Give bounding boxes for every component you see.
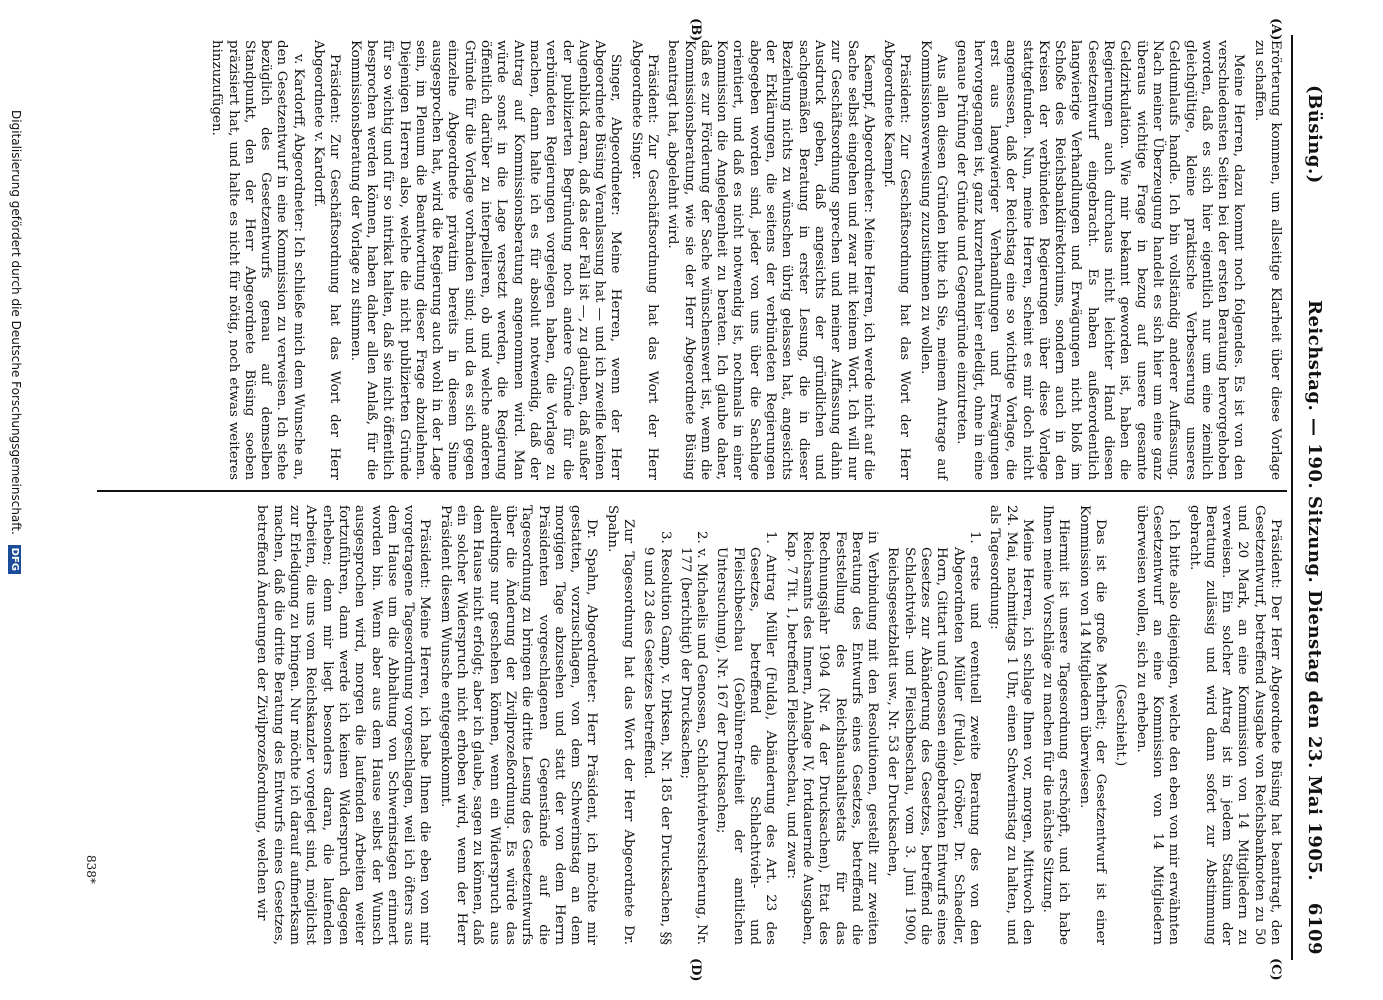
- paragraph: Erörterung kommen, um allseitige Klarheit über diese Vorlage zu schaffen.: [1251, 40, 1283, 480]
- signature-mark: 838*: [84, 855, 98, 884]
- paragraph: Zur Tagesordnung hat das Wort der Herr Abgeordnete Dr. Spahn.: [604, 505, 637, 945]
- paragraph: (Geschieht.): [1113, 683, 1129, 767]
- paragraph: Aus allen diesen Gründen bitte ich Sie, meinem Antrage auf Kommissionsverweisung zuzustimmen zu wollen.: [917, 40, 950, 480]
- paragraph: Hiermit ist unsere Tagesordnung erschöpft, und ich habe Ihnen meine Vorschläge zu machen für die nächste Sitzung.: [1040, 505, 1072, 945]
- digitization-credit: [8, 110, 23, 574]
- paragraph: Präsident: Zur Geschäftsordnung hat das Wort der Herr Abgeordnete Singer.: [628, 40, 661, 480]
- right-column: [249, 505, 1283, 945]
- agenda-item: 1. erste und eventuell zweite Beratung des von den Abgeordneten Müller (Fulda), Gröber, Dr. Schaedler, Horn, Gittart und Genossen eingebrachten Entwurfs eines Gesetzes zur Abänderung des Gesetzes, betreffend die Schlachtvieh- und Fleischbeschau, vom 3. Juni 1900, Reichsgesetzblatt usw., Nr. 53 der Drucksachen,: [885, 531, 982, 945]
- paragraph: Kaempf, Abgeordneter: Meine Herren, ich werde nicht auf die Sache selbst eingehen und zwar mit keinem Wort. Ich will nur zur Geschäftsordnung sprechen und meiner Auffassung dahin Ausdruck geben, daß angesichts der gründlichen und sachgemäßen Beratung in erster Lesung, die in dieser Beziehung nichts zu wünschen übrig gelassen hat, angesichts der Erklärungen, die seitens der verbündeten Regierungen abgegeben worden sind, jeder von uns über die Sachlage orientiert, und daß es nicht notwendig ist, nochmals in einer Kommission die Angelegenheit zu beraten. Ich glaube daher, daß es zur Förderung der Sache wünschenswert ist, wenn die Kommissionsberatung, wie sie der Herr Abgeordnete Büsing beantragt hat, abgelehnt wird.: [665, 40, 876, 480]
- margin-mark-a: (A): [1268, 18, 1283, 41]
- header-title: Reichstag. — 190. Sitzung. Dienstag den 23. Mai 1905.: [1304, 300, 1325, 882]
- paragraph: Singer, Abgeordneter: Meine Herren, wenn der Herr Abgeordnete Büsing Veranlassung hat — und ich zweifle keinen Augenblick daran, daß das der Fall ist —, zu glauben, daß außer der publizierten Begründung noch andere Gründe für die verbündeten Regierungen vorgelegen haben, die Vorlage zu machen, dann halte ich es für absolut notwendig, daß der Antrag auf Kommissionsberatung angenommen wird. Man würde sonst in die Lage versetzt werden, die Regierung öffentlich darüber zu interpellieren, ob und welche anderen Gründe für die Vorlage vorhanden sind; und da es sich gegen einzelne Abgeordnete privatim bereits in diesem Sinne ausgesprochen hat, wird die Regierung auch wohl in der Lage sein, im Plenum die Beantwortung dieser Frage abzulehnen. Diejenigen Herren also, welche die nicht publizierten Gründe für so wichtig und für so intrikat halten, daß sie nicht öffentlich besprochen werden können, haben daher allen Anlaß, für die Kommissionsberatung der Vorlage zu stimmen.: [347, 40, 624, 480]
- column-divider: [97, 490, 1287, 492]
- agenda-subitem: 2. v. Michaelis und Genossen, Schlachtviehversicherung, Nr. 177 (berichtigt) der Drucksachen;: [677, 531, 710, 945]
- paragraph: Präsident: Meine Herren, ich habe Ihnen die eben von mir vorgetragene Tagesordnung vorgeschlagen, weil ich öfters aus dem Hause um die Abhaltung von Schwerinstagen erinnert worden bin. Wenn aber aus dem Hause selbst der Wunsch ausgesprochen wird, morgen die laufenden Arbeiten weiter fortzuführen, dann werde ich keinen Widerspruch dagegen erheben; denn mir liegt besonders daran, die laufenden Arbeiten, die uns vom Reichskanzler vorgelegt sind, möglichst zur Erledigung zu bringen. Nur möchte ich darauf aufmerksam machen, daß die dritte Beratung des Entwurfs eines Gesetzes, betreffend Änderungen der Zivilprozeßordnung, welchen wir: [254, 505, 433, 945]
- paragraph: Dr. Spahn, Abgeordneter: Herr Präsident, ich möchte mir gestatten, vorzuschlagen, von dem Schwerinstag an dem morgigen Tage abzusehen und statt der von dem Herrn Präsidenten vorgeschlagenen Gegenstände auf die Tagesordnung zu bringen die dritte Lesung des Gesetzentwurfs über die Änderung der Zivilprozeßordnung. Es würde das allerdings nur geschehen können, wenn ein Widerspruch aus dem Hause nicht erfolgt; aber ich glaube, sagen zu können, daß ein solcher Widerspruch nicht erhoben wird, wenn der Herr Präsident diesem Wunsche entgegenkommt.: [437, 505, 600, 945]
- paragraph: Meine Herren, dazu kommt noch folgendes. Es ist von den verschiedensten Seiten bei der ersten Beratung hervorgehoben worden, daß es sich hier eigentlich nur um eine ziemlich gleichgültige, kleine praktische Verbesserung unseres Geldumlaufs handle. Ich bin vollständig anderer Auffassung. Nach meiner Überzeugung handelt es sich hier um eine ganz überaus wichtige Frage in bezug auf unsere gesamte Geldzirkulation. Wie mir bekannt geworden ist, haben die Regierungen auch durchaus nicht leichter Hand diesen Gesetzentwurf eingebracht. Es haben außerordentlich langwierige Verhandlungen und Erwägungen nicht bloß im Schoße des Reichsbankdirektoriums, sondern auch in den Kreisen der verbündeten Regierungen über diese Vorlage stattgefunden. Nun, meine Herren, scheint es mir doch nicht angemessen, daß der Reichstag eine so wichtige Vorlage, die erst aus langwieriger Verhandlungen und Erwägungen hervorgegangen ist, ganz kurzerhand hier erledigt, ohne in eine genaue Prüfung der Gründe und Gegengründe einzutreten.: [954, 40, 1247, 480]
- paragraph: Präsident: Zur Geschäftsordnung hat das Wort der Herr Abgeordnete Kaempf.: [881, 40, 913, 480]
- paragraph: in Verbindung mit den Resolutionen, gestellt zur zweiten Beratung des Entwurfs eines Gesetzes, betreffend die Feststellung des Reichshaushaltsetats für das Rechnungsjahr 1904 (Nr. 4 der Drucksachen), Etat des Reichsamts des Innern, Anlage IV, fortdauernde Ausgaben, Kap. 7 Tit. 1, betreffend Fleischbeschau, und zwar:: [783, 531, 881, 945]
- paragraph: Präsident: Der Herr Abgeordnete Büsing hat beantragt, den Gesetzentwurf, betreffend Ausgabe von Reichsbanknoten zu 50 und 20 Mark, an eine Kommission von 14 Mitgliedern zu verweisen. Ein solcher Antrag ist in jedem Stadium der Beratung zulässig und wird dann sofort zur Abstimmung gebracht.: [1186, 505, 1283, 945]
- header-rule: [1291, 35, 1293, 960]
- paragraph: v. Kardorff, Abgeordneter: Ich schließe mich dem Wunsche an, den Gesetzentwurf in eine Kommission zu verweisen. Ich stehe bezüglich des Gesetzentwurfs genau auf demselben Standpunkt, den der Herr Abgeordnete Büsing soeben präzisiert hat, und halte es nicht für nötig, noch etwas weiteres hinzuzufügen.: [209, 40, 306, 480]
- header-speaker: (Büsing.): [1304, 85, 1325, 184]
- agenda-subitem: 3. Resolution Gamp, v. Dirksen, Nr. 185 der Drucksachen, §§ 9 und 23 des Gesetzes betreffend.: [641, 531, 673, 945]
- left-column: [204, 40, 1283, 480]
- margin-mark-d: (D): [688, 958, 703, 982]
- paragraph: Das ist die große Mehrheit; der Gesetzentwurf ist einer Kommission von 14 Mitgliedern überwiesen.: [1076, 505, 1109, 945]
- header-page-number: 6109: [1304, 902, 1325, 955]
- margin-mark-b: (B): [688, 18, 703, 42]
- credit-text: Digitalisierung gefördert durch die Deutsche Forschungsgemeinschaft.: [9, 110, 23, 535]
- running-header: [1295, 30, 1325, 955]
- paragraph: Meine Herren, ich schlage Ihnen vor, morgen, Mittwoch den 24. Mai, nachmittags 1 Uhr, einen Schwerinstag zu halten, und als Tagesordnung:: [987, 505, 1035, 945]
- margin-mark-c: (C): [1268, 958, 1283, 981]
- dfg-logo: DFG: [8, 545, 21, 574]
- paragraph: Ich bitte also diejenigen, welche den eben von mir erwähnten Gesetzentwurf an eine Kommission von 14 Mitgliedern überweisen wollen, sich zu erheben.: [1133, 505, 1182, 945]
- agenda-subitem: 1. Antrag Müller (Fulda), Abänderung des Art. 23 des Gesetzes, betreffend die Schlachtvieh- und Fleischbeschau (Gebühren-freiheit der amtlichen Untersuchung), Nr. 167 der Drucksachen;: [714, 531, 779, 945]
- paragraph: Präsident: Zur Geschäftsordnung hat das Wort der Herr Abgeordnete v. Kardorff.: [311, 40, 343, 480]
